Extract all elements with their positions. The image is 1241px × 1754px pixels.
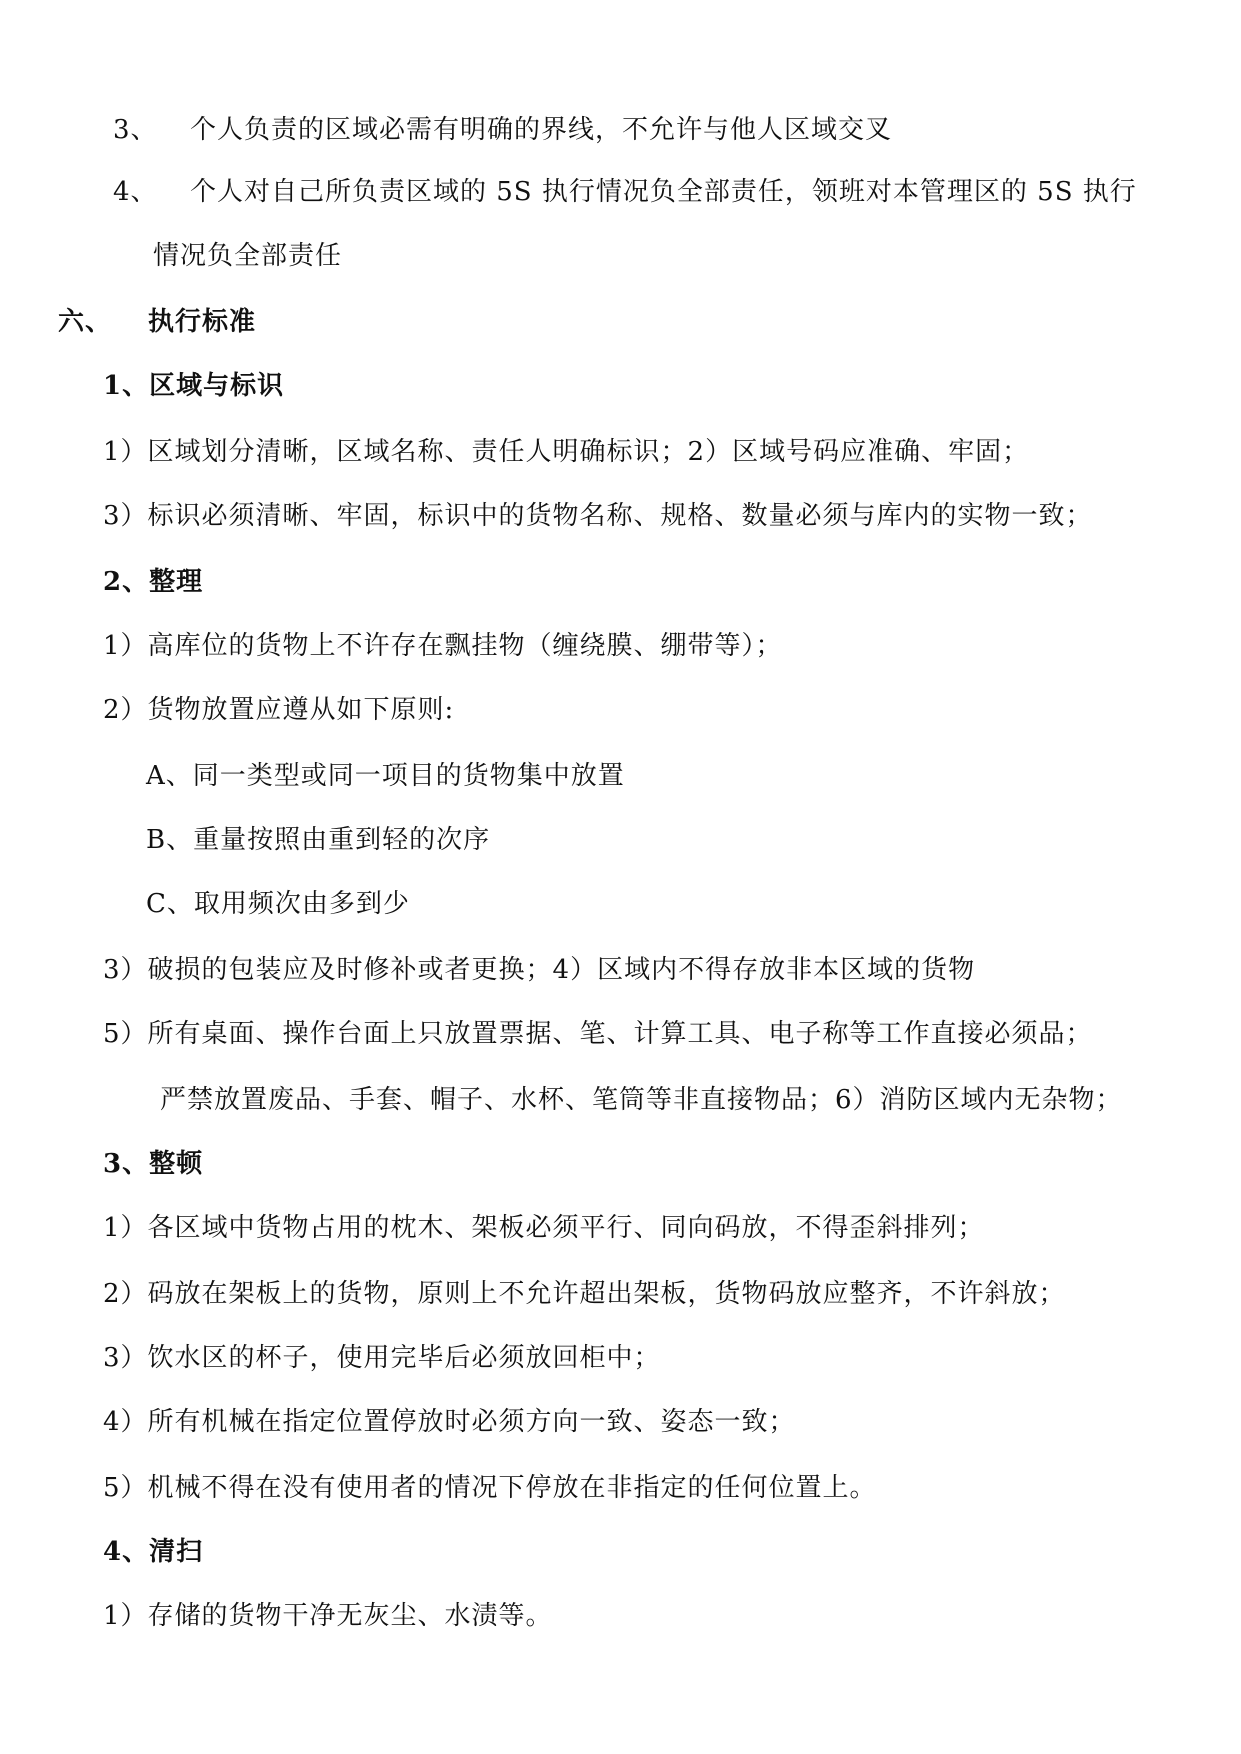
item-text: 3）标识必须清晰、牢固，标识中的货物名称、规格、数量必须与库内的实物一致； xyxy=(103,501,1093,531)
list-item xyxy=(103,1211,985,1245)
list-item xyxy=(103,693,454,727)
item-text: 2）码放在架板上的货物，原则上不允许超出架板，货物码放应整齐，不许斜放； xyxy=(103,1279,1066,1309)
item-text: 严禁放置废品、手套、帽子、水杯、笔筒等非直接物品；6）消防区域内无杂物； xyxy=(160,1085,1123,1115)
item-text: 3）饮水区的杯子，使用完毕后必须放回柜中； xyxy=(103,1343,661,1373)
item-text: 1）存储的货物干净无灰尘、水渍等。 xyxy=(103,1601,553,1631)
subsection-heading xyxy=(103,1535,203,1569)
subsection-title: 2、整理 xyxy=(103,567,204,597)
item-text: A、同一类型或同一项目的货物集中放置 xyxy=(146,761,625,791)
list-item xyxy=(103,1277,1066,1311)
list-item xyxy=(103,953,975,987)
list-item xyxy=(103,499,1093,533)
item-text: 个人对自己所负责区域的 5S 执行情况负全部责任，领班对本管理区的 5S 执行 xyxy=(190,177,1137,207)
item-text: 1）区域划分清晰，区域名称、责任人明确标识；2）区域号码应准确、牢固； xyxy=(103,437,1030,467)
list-item xyxy=(103,629,783,663)
list-item xyxy=(113,175,1137,209)
item-text: B、重量按照由重到轻的次序 xyxy=(146,825,491,855)
sub-list-item xyxy=(146,887,410,921)
item-text: 3）破损的包装应及时修补或者更换；4）区域内不得存放非本区域的货物 xyxy=(103,955,976,985)
item-text: 5）所有桌面、操作台面上只放置票据、笔、计算工具、电子称等工作直接必须品； xyxy=(103,1019,1093,1049)
list-item xyxy=(103,1017,1093,1051)
item-text: C、取用频次由多到少 xyxy=(146,889,410,919)
list-item-continuation xyxy=(160,1083,1123,1117)
list-item xyxy=(103,1341,661,1375)
item-number: 4、 xyxy=(113,177,158,207)
subsection-title: 3、整顿 xyxy=(103,1149,204,1179)
list-item-continuation xyxy=(153,239,342,273)
subsection-heading xyxy=(103,369,284,403)
subsection-heading xyxy=(103,565,203,599)
sub-list-item xyxy=(146,823,490,857)
list-item xyxy=(103,1471,877,1505)
sub-list-item xyxy=(146,759,625,793)
item-text: 4）所有机械在指定位置停放时必须方向一致、姿态一致； xyxy=(103,1407,796,1437)
item-text: 1）高库位的货物上不许存在飘挂物（缠绕膜、绷带等）； xyxy=(103,631,783,661)
item-text: 5）机械不得在没有使用者的情况下停放在非指定的任何位置上。 xyxy=(103,1473,877,1503)
section-number: 六、 xyxy=(58,307,113,337)
subsection-title: 4、清扫 xyxy=(103,1537,204,1567)
list-item xyxy=(103,435,1029,469)
item-text: 个人负责的区域必需有明确的界线，不允许与他人区域交叉 xyxy=(190,115,893,145)
subsection-heading xyxy=(103,1147,203,1181)
section-title: 执行标准 xyxy=(148,307,257,337)
item-text: 2）货物放置应遵从如下原则: xyxy=(103,695,455,725)
item-text: 1）各区域中货物占用的枕木、架板必须平行、同向码放，不得歪斜排列； xyxy=(103,1213,985,1243)
list-item xyxy=(103,1405,796,1439)
item-text: 情况负全部责任 xyxy=(153,241,343,271)
section-heading xyxy=(58,305,256,339)
list-item xyxy=(113,113,892,147)
list-item xyxy=(103,1599,553,1633)
subsection-title: 1、区域与标识 xyxy=(103,371,285,401)
item-number: 3、 xyxy=(113,115,158,145)
